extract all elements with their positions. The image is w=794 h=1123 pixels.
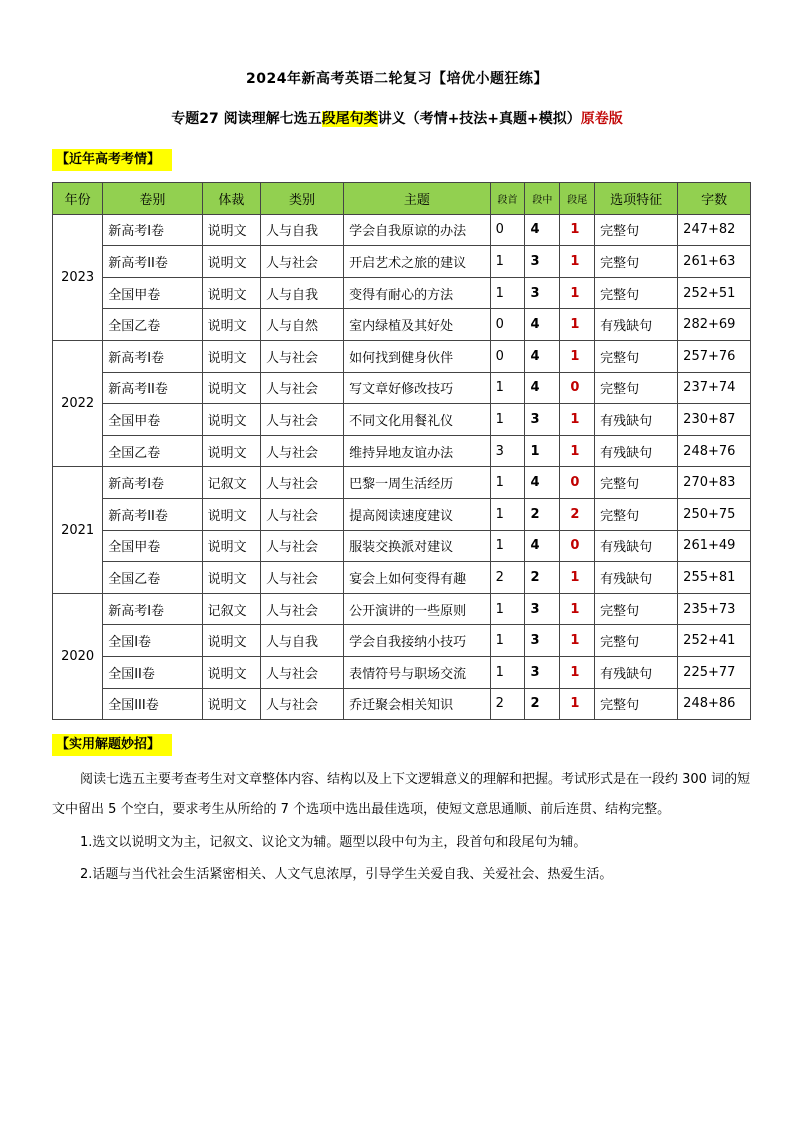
para-middle-cell: 4 xyxy=(525,340,560,372)
para-end-cell: 1 xyxy=(560,277,595,309)
subtitle-version: 原卷版 xyxy=(580,111,623,127)
option-feature-cell: 完整句 xyxy=(595,688,678,720)
theme-cell: 服装交换派对建议 xyxy=(344,530,491,562)
para-start-cell: 1 xyxy=(490,498,525,530)
genre-cell: 说明文 xyxy=(202,688,260,720)
word-count-cell: 250+75 xyxy=(678,498,751,530)
year-cell: 2022 xyxy=(53,340,103,466)
para-middle-cell: 4 xyxy=(525,214,560,246)
paper-cell: 全国II卷 xyxy=(103,656,202,688)
category-cell: 人与社会 xyxy=(261,656,344,688)
word-count-cell: 261+63 xyxy=(678,246,751,278)
table-header-row xyxy=(53,183,751,215)
word-count-cell: 225+77 xyxy=(678,656,751,688)
word-count-cell: 261+49 xyxy=(678,530,751,562)
theme-cell: 学会自我原谅的办法 xyxy=(344,214,491,246)
para-middle-cell: 1 xyxy=(525,435,560,467)
para-start-cell: 2 xyxy=(490,562,525,594)
category-cell: 人与社会 xyxy=(261,372,344,404)
para-start-cell: 1 xyxy=(490,404,525,436)
genre-cell: 记叙文 xyxy=(202,467,260,499)
paper-cell: 新高考II卷 xyxy=(103,498,202,530)
word-count-cell: 257+76 xyxy=(678,340,751,372)
paper-cell: 新高考II卷 xyxy=(103,246,202,278)
header-theme: 主题 xyxy=(344,183,491,215)
category-cell: 人与社会 xyxy=(261,246,344,278)
header-option-feature: 选项特征 xyxy=(595,183,678,215)
table-row xyxy=(53,593,751,625)
para-end-cell: 2 xyxy=(560,498,595,530)
category-cell: 人与社会 xyxy=(261,404,344,436)
para-end-cell: 1 xyxy=(560,562,595,594)
genre-cell: 说明文 xyxy=(202,277,260,309)
word-count-cell: 255+81 xyxy=(678,562,751,594)
genre-cell: 记叙文 xyxy=(202,593,260,625)
paper-cell: 全国乙卷 xyxy=(103,562,202,594)
option-feature-cell: 完整句 xyxy=(595,498,678,530)
table-row xyxy=(53,404,751,436)
subtitle-part3: 讲义（考情+技法+真题+模拟） xyxy=(377,111,581,127)
genre-cell: 说明文 xyxy=(202,656,260,688)
para-middle-cell: 3 xyxy=(525,404,560,436)
paper-cell: 全国III卷 xyxy=(103,688,202,720)
option-feature-cell: 完整句 xyxy=(595,593,678,625)
para-end-cell: 1 xyxy=(560,340,595,372)
header-word-count: 字数 xyxy=(678,183,751,215)
paper-cell: 全国甲卷 xyxy=(103,404,202,436)
table-row xyxy=(53,562,751,594)
paper-cell: 新高考I卷 xyxy=(103,340,202,372)
option-feature-cell: 完整句 xyxy=(595,214,678,246)
header-para-end: 段尾 xyxy=(560,183,595,215)
year-cell: 2023 xyxy=(53,214,103,340)
para-middle-cell: 3 xyxy=(525,625,560,657)
para-end-cell: 1 xyxy=(560,214,595,246)
category-cell: 人与社会 xyxy=(261,562,344,594)
para-start-cell: 0 xyxy=(490,214,525,246)
theme-cell: 室内绿植及其好处 xyxy=(344,309,491,341)
word-count-cell: 270+83 xyxy=(678,467,751,499)
para-start-cell: 1 xyxy=(490,246,525,278)
option-feature-cell: 有残缺句 xyxy=(595,656,678,688)
category-cell: 人与社会 xyxy=(261,467,344,499)
para-middle-cell: 3 xyxy=(525,593,560,625)
genre-cell: 说明文 xyxy=(202,562,260,594)
paper-cell: 新高考I卷 xyxy=(103,593,202,625)
para-end-cell: 1 xyxy=(560,656,595,688)
paragraph-point-2: 2.话题与当代社会生活紧密相关、人文气息浓厚，引导学生关爱自我、关爱社会、热爱生活。 xyxy=(80,867,613,882)
para-end-cell: 0 xyxy=(560,372,595,404)
word-count-cell: 235+73 xyxy=(678,593,751,625)
exam-analysis-table xyxy=(52,182,751,720)
genre-cell: 说明文 xyxy=(202,530,260,562)
word-count-cell: 252+41 xyxy=(678,625,751,657)
header-category: 类别 xyxy=(261,183,344,215)
genre-cell: 说明文 xyxy=(202,214,260,246)
para-middle-cell: 4 xyxy=(525,309,560,341)
header-year: 年份 xyxy=(53,183,103,215)
category-cell: 人与社会 xyxy=(261,593,344,625)
word-count-cell: 248+76 xyxy=(678,435,751,467)
para-start-cell: 1 xyxy=(490,625,525,657)
para-end-cell: 0 xyxy=(560,530,595,562)
genre-cell: 说明文 xyxy=(202,435,260,467)
theme-cell: 乔迁聚会相关知识 xyxy=(344,688,491,720)
paper-cell: 新高考II卷 xyxy=(103,372,202,404)
table-row xyxy=(53,435,751,467)
option-feature-cell: 完整句 xyxy=(595,467,678,499)
category-cell: 人与社会 xyxy=(261,435,344,467)
section-tag-exam-analysis: 【近年高考考情】 xyxy=(52,149,172,171)
genre-cell: 说明文 xyxy=(202,246,260,278)
word-count-cell: 252+51 xyxy=(678,277,751,309)
para-middle-cell: 2 xyxy=(525,688,560,720)
option-feature-cell: 有残缺句 xyxy=(595,404,678,436)
theme-cell: 写文章好修改技巧 xyxy=(344,372,491,404)
option-feature-cell: 有残缺句 xyxy=(595,309,678,341)
para-middle-cell: 4 xyxy=(525,372,560,404)
theme-cell: 如何找到健身伙伴 xyxy=(344,340,491,372)
theme-cell: 巴黎一周生活经历 xyxy=(344,467,491,499)
table-row xyxy=(53,277,751,309)
para-end-cell: 0 xyxy=(560,467,595,499)
theme-cell: 宴会上如何变得有趣 xyxy=(344,562,491,594)
table-row xyxy=(53,530,751,562)
subtitle-highlight: 段尾句类 xyxy=(321,111,378,127)
genre-cell: 说明文 xyxy=(202,340,260,372)
table-row xyxy=(53,656,751,688)
option-feature-cell: 完整句 xyxy=(595,372,678,404)
theme-cell: 开启艺术之旅的建议 xyxy=(344,246,491,278)
para-start-cell: 1 xyxy=(490,277,525,309)
table-row xyxy=(53,246,751,278)
header-para-middle: 段中 xyxy=(525,183,560,215)
table-row xyxy=(53,214,751,246)
para-middle-cell: 2 xyxy=(525,498,560,530)
document-title: 2024年新高考英语二轮复习【培优小题狂练】 xyxy=(246,71,548,87)
para-start-cell: 1 xyxy=(490,530,525,562)
option-feature-cell: 有残缺句 xyxy=(595,530,678,562)
para-start-cell: 3 xyxy=(490,435,525,467)
paragraph-intro: 阅读七选五主要考查考生对文章整体内容、结构以及上下文逻辑意义的理解和把握。考试形式是在一段约 300 词的短文中留出 5 个空白，要求考生从所给的 7 个选项中选出最佳选项，使短文意思通顺、前后连贯、结构完整。 xyxy=(52,772,751,817)
category-cell: 人与自我 xyxy=(261,277,344,309)
para-end-cell: 1 xyxy=(560,625,595,657)
theme-cell: 提高阅读速度建议 xyxy=(344,498,491,530)
para-start-cell: 0 xyxy=(490,309,525,341)
year-cell: 2020 xyxy=(53,593,103,719)
paper-cell: 新高考I卷 xyxy=(103,467,202,499)
para-start-cell: 1 xyxy=(490,656,525,688)
table-row xyxy=(53,467,751,499)
paper-cell: 全国甲卷 xyxy=(103,530,202,562)
paper-cell: 全国乙卷 xyxy=(103,309,202,341)
section-tag-solving-tips: 【实用解题妙招】 xyxy=(52,734,172,756)
word-count-cell: 247+82 xyxy=(678,214,751,246)
category-cell: 人与自我 xyxy=(261,625,344,657)
paper-cell: 新高考I卷 xyxy=(103,214,202,246)
header-paper: 卷别 xyxy=(103,183,202,215)
word-count-cell: 282+69 xyxy=(678,309,751,341)
document-subtitle xyxy=(0,108,794,128)
para-middle-cell: 2 xyxy=(525,562,560,594)
para-middle-cell: 3 xyxy=(525,246,560,278)
category-cell: 人与自我 xyxy=(261,214,344,246)
genre-cell: 说明文 xyxy=(202,309,260,341)
genre-cell: 说明文 xyxy=(202,498,260,530)
theme-cell: 公开演讲的一些原则 xyxy=(344,593,491,625)
option-feature-cell: 完整句 xyxy=(595,246,678,278)
word-count-cell: 230+87 xyxy=(678,404,751,436)
para-start-cell: 1 xyxy=(490,593,525,625)
theme-cell: 不同文化用餐礼仪 xyxy=(344,404,491,436)
paper-cell: 全国甲卷 xyxy=(103,277,202,309)
theme-cell: 表情符号与职场交流 xyxy=(344,656,491,688)
category-cell: 人与社会 xyxy=(261,688,344,720)
option-feature-cell: 完整句 xyxy=(595,340,678,372)
genre-cell: 说明文 xyxy=(202,625,260,657)
table-row xyxy=(53,309,751,341)
year-cell: 2021 xyxy=(53,467,103,593)
para-start-cell: 1 xyxy=(490,372,525,404)
category-cell: 人与自然 xyxy=(261,309,344,341)
header-genre: 体裁 xyxy=(202,183,260,215)
paper-cell: 全国乙卷 xyxy=(103,435,202,467)
para-end-cell: 1 xyxy=(560,435,595,467)
table-row xyxy=(53,498,751,530)
para-end-cell: 1 xyxy=(560,593,595,625)
genre-cell: 说明文 xyxy=(202,372,260,404)
table-row xyxy=(53,372,751,404)
table-row xyxy=(53,340,751,372)
table-row xyxy=(53,625,751,657)
para-middle-cell: 4 xyxy=(525,467,560,499)
table-row xyxy=(53,688,751,720)
paper-cell: 全国I卷 xyxy=(103,625,202,657)
para-middle-cell: 4 xyxy=(525,530,560,562)
genre-cell: 说明文 xyxy=(202,404,260,436)
option-feature-cell: 有残缺句 xyxy=(595,562,678,594)
option-feature-cell: 完整句 xyxy=(595,625,678,657)
para-end-cell: 1 xyxy=(560,688,595,720)
option-feature-cell: 完整句 xyxy=(595,277,678,309)
para-start-cell: 0 xyxy=(490,340,525,372)
option-feature-cell: 有残缺句 xyxy=(595,435,678,467)
para-middle-cell: 3 xyxy=(525,656,560,688)
para-start-cell: 1 xyxy=(490,467,525,499)
word-count-cell: 248+86 xyxy=(678,688,751,720)
theme-cell: 变得有耐心的方法 xyxy=(344,277,491,309)
header-para-start: 段首 xyxy=(490,183,525,215)
paragraph-point-1: 1.选文以说明文为主，记叙文、议论文为辅。题型以段中句为主，段首句和段尾句为辅。 xyxy=(80,835,587,850)
theme-cell: 维持异地友谊办法 xyxy=(344,435,491,467)
category-cell: 人与社会 xyxy=(261,498,344,530)
category-cell: 人与社会 xyxy=(261,530,344,562)
word-count-cell: 237+74 xyxy=(678,372,751,404)
subtitle-part1: 专题27 阅读理解七选五 xyxy=(171,111,322,127)
para-end-cell: 1 xyxy=(560,309,595,341)
category-cell: 人与社会 xyxy=(261,340,344,372)
theme-cell: 学会自我接纳小技巧 xyxy=(344,625,491,657)
para-middle-cell: 3 xyxy=(525,277,560,309)
para-start-cell: 2 xyxy=(490,688,525,720)
para-end-cell: 1 xyxy=(560,246,595,278)
para-end-cell: 1 xyxy=(560,404,595,436)
